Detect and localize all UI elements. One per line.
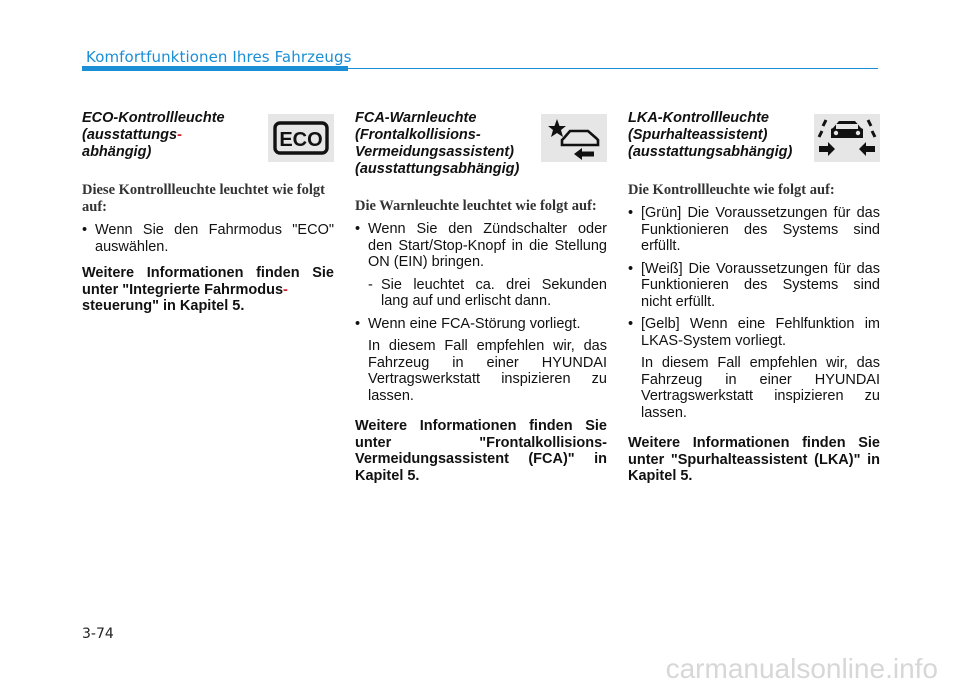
eco-intro: Diese Kontrollleuchte leuchtet wie folgt auf:: [82, 182, 325, 215]
list-item: • [Grün] Die Voraussetzungen für das Funktionieren des Systems sind erfüllt.: [628, 205, 880, 255]
lka-title: LKA-Kontrollleuchte (Spurhalteassistent) (ausstattungsabhängig): [628, 110, 793, 160]
watermark: carmanualsonline.info: [665, 653, 938, 684]
eco-section: [82, 110, 334, 315]
eco-title: ECO-Kontrollleuchte (ausstattungs- abhängig): [82, 110, 225, 160]
fca-collision-warning-icon: [541, 114, 607, 162]
section-title: Komfortfunktionen Ihres Fahrzeugs: [86, 48, 352, 66]
lka-note: In diesem Fall empfehlen wir, das Fahrzeug in einer HYUNDAI Vertragswerkstatt inspizieren zu lassen.: [641, 355, 880, 421]
eco-indicator-icon: [268, 114, 334, 162]
header-accent-bar: [82, 66, 348, 71]
lka-section: [628, 110, 880, 485]
eco-more-info: Weitere Informationen finden Sie unter "Integrierte Fahrmodus- steuerung" in Kapitel 5.: [82, 265, 334, 314]
page-number: 3-74: [82, 626, 114, 642]
fca-intro: Die Warnleuchte leuchtet wie folgt auf:: [355, 198, 597, 214]
fca-title: FCA-Warnleuchte (Frontalkollisions-Vermeidungsassistent) (ausstattungsabhängig): [355, 110, 520, 177]
fca-note: In diesem Fall empfehlen wir, das Fahrzeug in einer HYUNDAI Vertragswerkstatt inspizieren zu lassen.: [368, 338, 607, 404]
list-subitem: - Sie leuchtet ca. drei Sekunden lang auf und erlischt dann.: [368, 276, 607, 309]
fca-section: [355, 110, 607, 484]
list-item: • [Gelb] Wenn eine Fehlfunktion im LKAS-System vorliegt.: [628, 316, 880, 349]
list-item: • Wenn eine FCA-Störung vorliegt.: [355, 316, 607, 333]
lka-lane-keeping-icon: [814, 114, 880, 162]
list-item: • Wenn Sie den Zündschalter oder den Start/Stop-Knopf in die Stellung ON (EIN) bringen.: [355, 221, 607, 271]
header-rule: [348, 68, 878, 69]
lka-more-info: Weitere Informationen finden Sie unter "Spurhalteassistent (LKA)" in Kapitel 5.: [628, 435, 880, 484]
fca-more-info: Weitere Informationen finden Sie unter "Frontalkollisions-Vermeidungsassistent (FCA)" in Kapitel 5.: [355, 418, 607, 484]
list-item: • Wenn Sie den Fahrmodus "ECO" auswählen.: [82, 222, 334, 255]
list-item: • [Weiß] Die Voraussetzungen für das Funktionieren des Systems sind nicht erfüllt.: [628, 261, 880, 311]
lka-intro: Die Kontrollleuchte wie folgt auf:: [628, 182, 835, 198]
svg-text:ECO: ECO: [279, 129, 323, 151]
